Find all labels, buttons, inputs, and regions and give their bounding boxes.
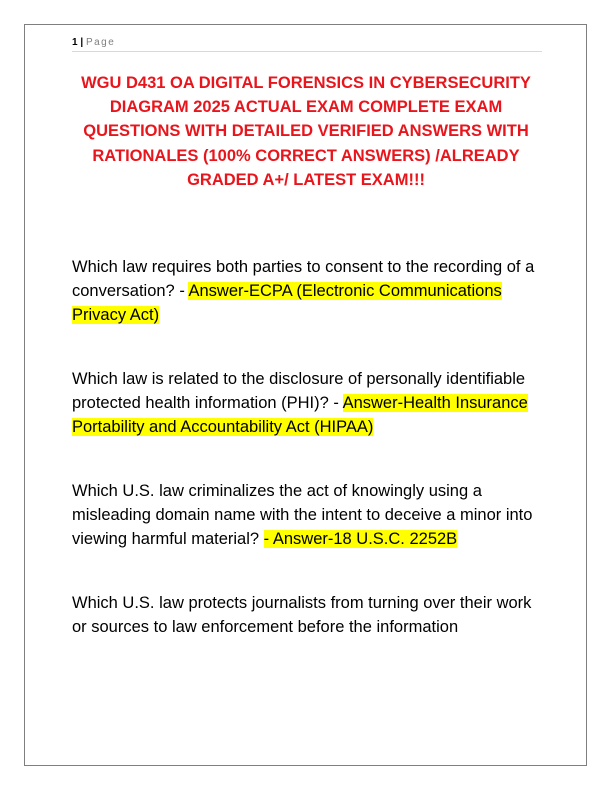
question-list (72, 255, 542, 679)
question-item-3 (72, 479, 542, 551)
page-separator: | (80, 37, 84, 48)
question-item-1 (72, 255, 542, 327)
page-header (72, 37, 542, 52)
question-item-4 (72, 591, 542, 639)
question-text: Which U.S. law criminalizes the act of knowingly using a misleading domain name with the intent to deceive a minor into viewing harmful material? (72, 482, 533, 548)
answer-text: Answer-Health Insurance Portability and Accountability Act (HIPAA) (72, 394, 528, 436)
answer-text: - Answer-18 U.S.C. 2252B (263, 530, 458, 548)
answer-text: Answer-ECPA (Electronic Communications Privacy Act) (72, 282, 502, 324)
document-title: WGU D431 OA DIGITAL FORENSICS IN CYBERSECURITY DIAGRAM 2025 ACTUAL EXAM COMPLETE EXAM QUESTIONS WITH DETAILED VERIFIED ANSWERS WITH RATIONALES (100% CORRECT ANSWERS) /ALREADY GRADED A+/ LATEST EXAM!!! (81, 74, 531, 189)
question-text: Which law requires both parties to consent to the recording of a conversation? - (72, 258, 535, 300)
question-text: Which law is related to the disclosure of personally identifiable protected health information (PHI)? - (72, 370, 526, 412)
question-item-2 (72, 367, 542, 439)
question-text: Which U.S. law protects journalists from turning over their work or sources to law enforcement before the information (72, 594, 532, 636)
page-word: Page (85, 37, 116, 48)
page-number: 1 (72, 37, 78, 48)
